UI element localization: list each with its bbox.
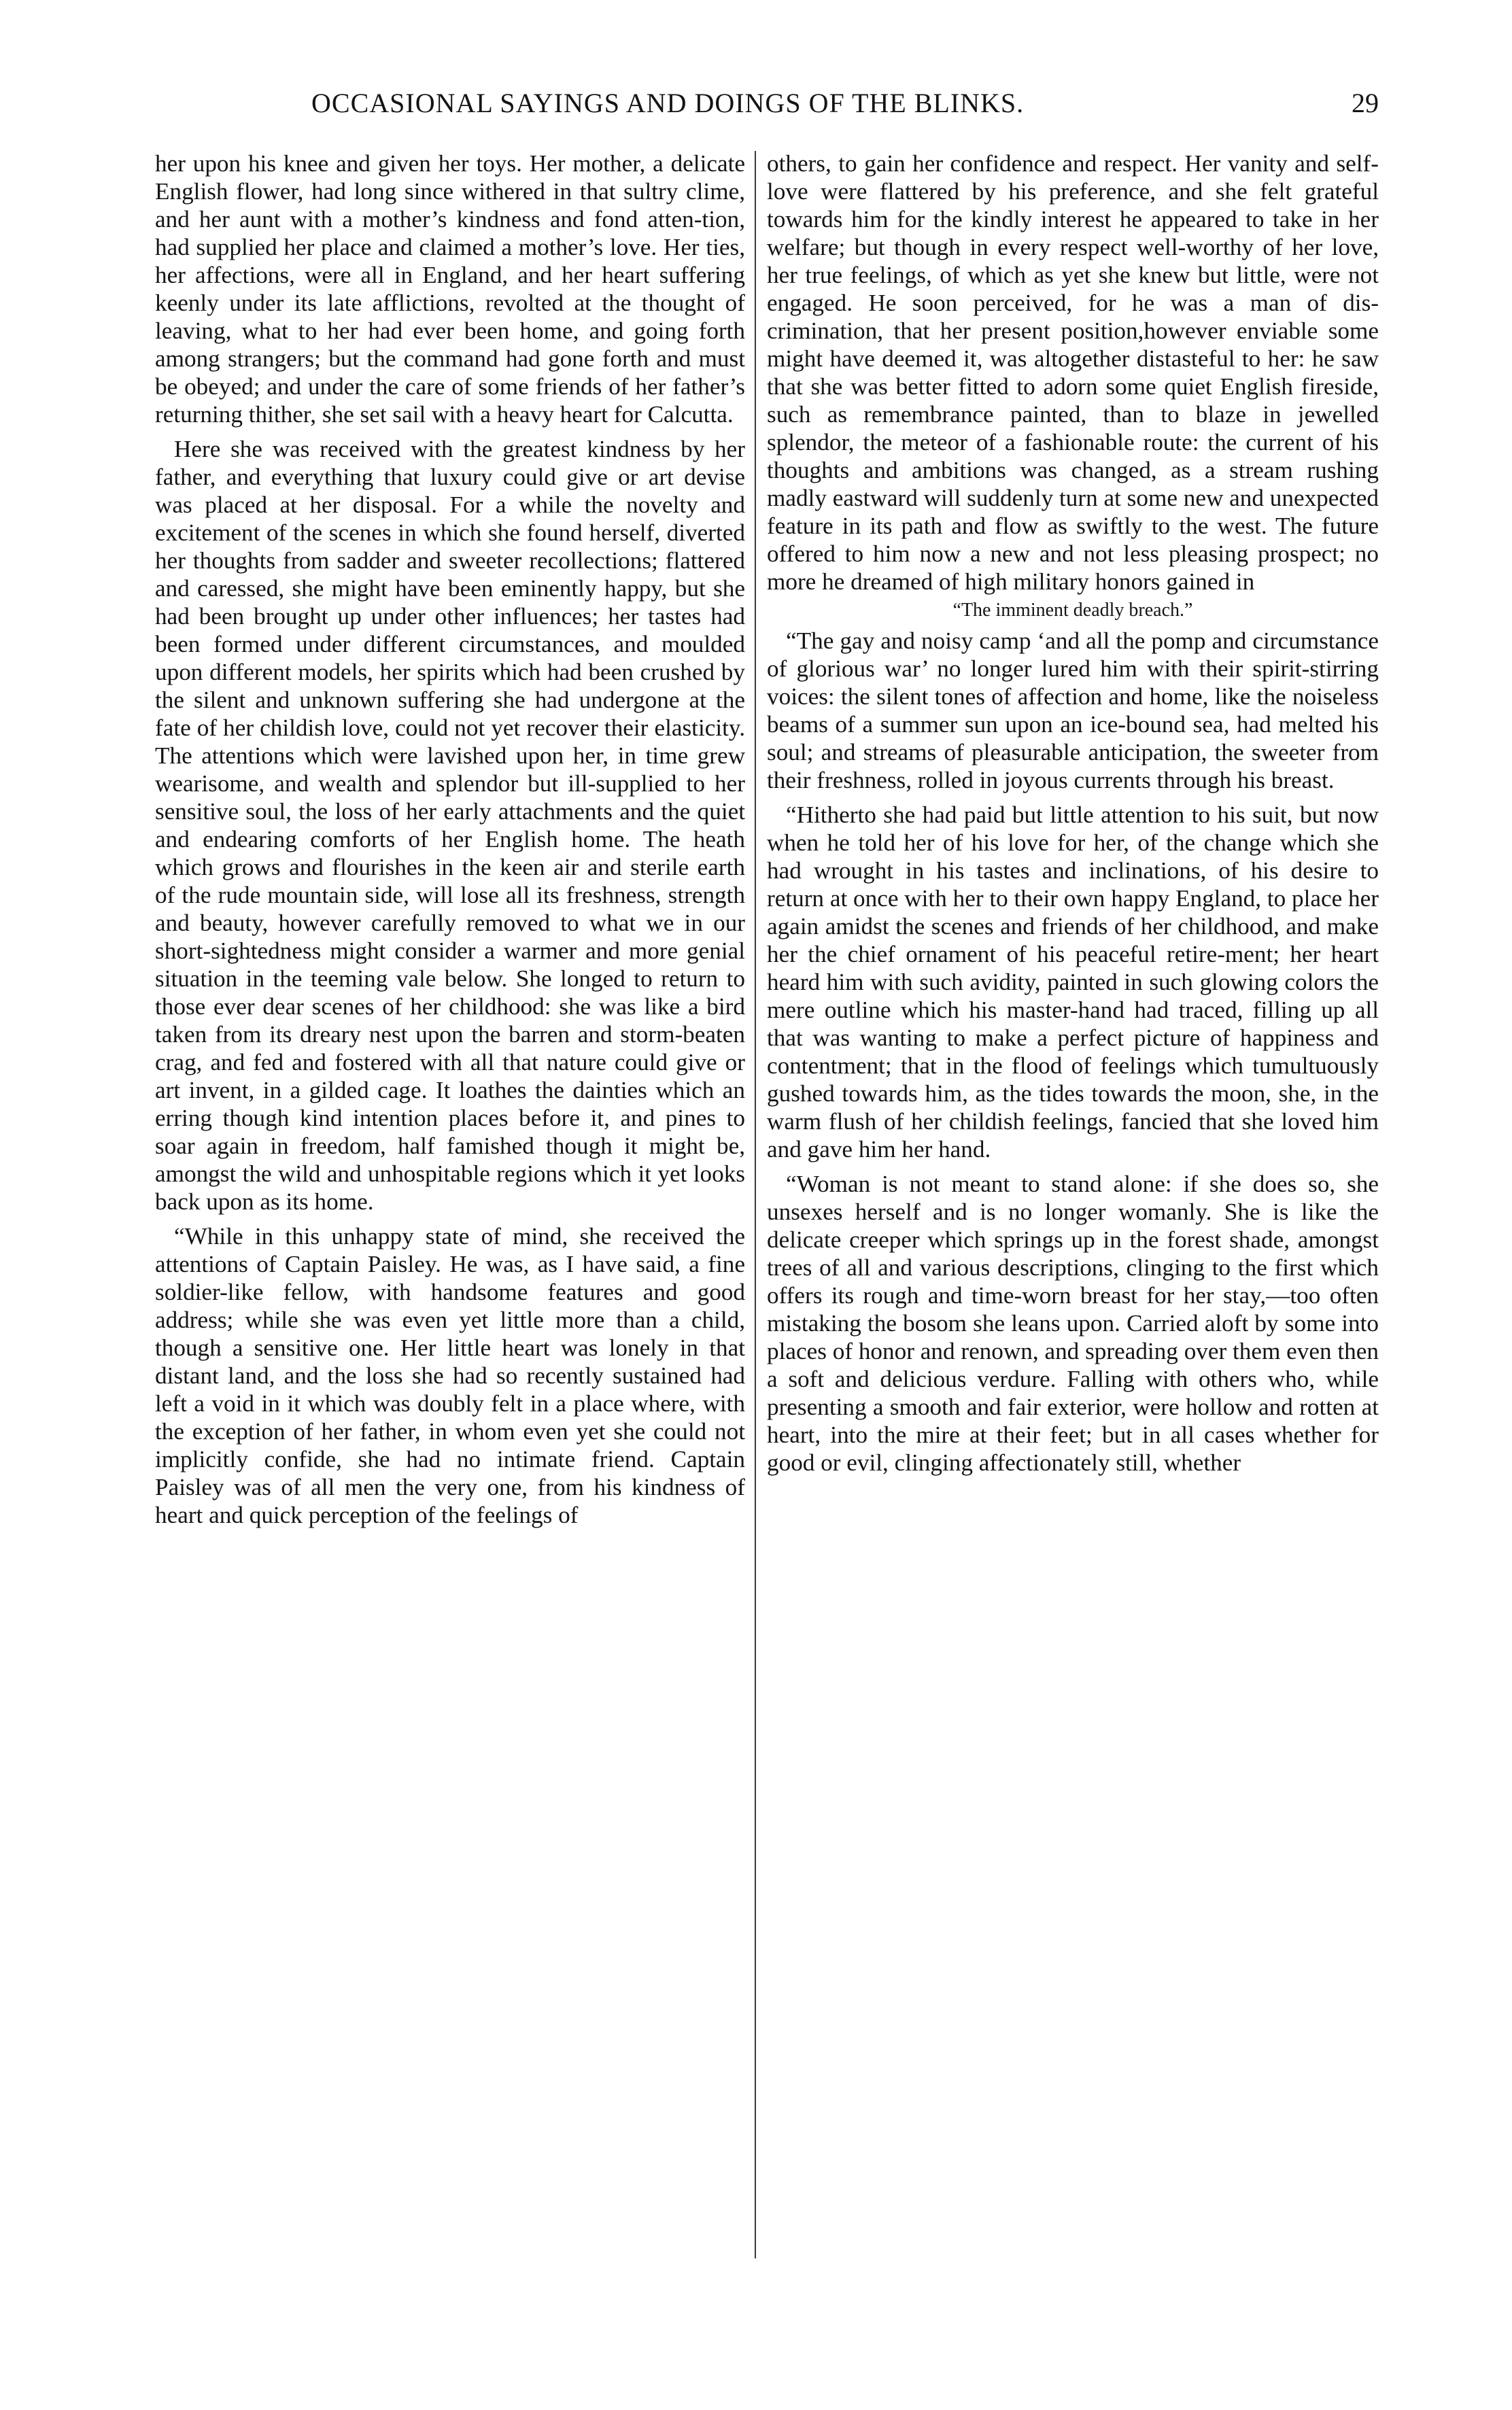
right-column <box>767 150 1379 1477</box>
block-quotation: “The imminent deadly breach.” <box>952 600 1193 621</box>
left-paragraph-3: “While in this unhappy state of mind, she received the attentions of Captain Paisley. He was, as I have said, a fine soldier-like fellow, with handsome features and good address; while she was even yet little more than a child, though a sensitive one. Her little heart was lonely in that distant land, and the loss she had so recently sustained had left a void in it which was doubly felt in a place where, with the exception of her father, in whom even yet she could not implicitly confide, she had no intimate friend. Captain Paisley was of all men the very one, from his kindness of heart and quick perception of the feelings of <box>155 1223 745 1528</box>
right-paragraph-3: “Hitherto she had paid but little attention to his suit, but now when he told her of his love for her, of the change which she had wrought in his tastes and inclinations, of his desire to return at once with her to their own happy England, to place her again amidst the scenes and friends of her childhood, and make her the chief ornament of his peaceful retire-ment; her heart heard him with such avidity, painted in such glowing colors the mere outline which his master-hand had traced, filling up all that was wanting to make a perfect picture of happiness and contentment; that in the flood of feelings which tumultuously gushed towards him, as the tides towards the moon, she, in the warm flush of her childish feelings, fancied that she loved him and gave him her hand. <box>767 802 1379 1163</box>
page-header <box>155 87 1379 128</box>
left-column <box>155 150 745 1529</box>
right-paragraph-4: “Woman is not meant to stand alone: if she does so, she unsexes herself and is no longer womanly. She is like the delicate creeper which springs up in the forest shade, amongst trees of all and various descriptions, clinging to the first which offers its rough and time-worn breast for her stay,—too often mistaking the bosom she leans upon. Carried aloft by some into places of honor and renown, and spreading over them even then a soft and delicious verdure. Falling with others who, while presenting a smooth and fair exterior, were hollow and rotten at heart, into the mire at their feet; but in all cases whether for good or evil, clinging affectionately still, whether <box>767 1171 1379 1476</box>
left-paragraph-2: Here she was received with the greatest kindness by her father, and everything that luxury could give or art devise was placed at her disposal. For a while the novelty and excitement of the scenes in which she found herself, diverted her thoughts from sadder and sweeter recollections; flattered and caressed, she might have been eminently happy, but she had been brought up under other influences; her tastes had been formed under different circumstances, and moulded upon different models, her spirits which had been crushed by the silent and unknown suffering she had undergone at the fate of her childish love, could not yet recover their elasticity. The attentions which were lavished upon her, in time grew wearisome, and wealth and splendor but ill-supplied to her sensitive soul, the loss of her early attachments and the quiet and endearing comforts of her English home. The heath which grows and flourishes in the keen air and sterile earth of the rude mountain side, will lose all its freshness, strength and beauty, however carefully removed to what we in our short-sightedness might consider a warmer and more genial situation in the teeming vale below. She longed to return to those ever dear scenes of her childhood: she was like a bird taken from its dreary nest upon the barren and storm-beaten crag, and fed and fostered with all that nature could give or art invent, in a gilded cage. It loathes the dainties which an erring though kind intention places before it, and pines to soar again in freedom, half famished though it might be, amongst the wild and unhospitable regions which it yet looks back upon as its home. <box>155 436 745 1215</box>
right-paragraph-1: others, to gain her confidence and respect. Her vanity and self-love were flattered by his preference, and she felt grateful towards him for the kindly interest he appeared to take in her welfare; but though in every respect well-worthy of her love, her true feelings, of which as yet she knew but little, were not engaged. He soon perceived, for he was a man of dis-crimination, that her present position,however enviable some might have deemed it, was altogether distasteful to her: he saw that she was better fitted to adorn some quiet English fireside, such as remembrance painted, than to blaze in jewelled splendor, the meteor of a fashionable route: the current of his thoughts and ambitions was changed, as a stream rushing madly eastward will suddenly turn at some new and unexpected feature in its path and flow as swiftly to the west. The future offered to him now a new and not less pleasing prospect; no more he dreamed of high military honors gained in <box>767 150 1379 595</box>
right-paragraph-2: “The gay and noisy camp ‘and all the pomp and circumstance of glorious war’ no longer lured him with their spirit-stirring voices: the silent tones of affection and home, like the noiseless beams of a summer sun upon an ice-bound sea, had melted his soul; and streams of pleasurable anticipation, the sweeter from their freshness, rolled in joyous currents through his breast. <box>767 627 1379 793</box>
running-title: OCCASIONAL SAYINGS AND DOINGS OF THE BLINKS. <box>311 88 1025 118</box>
page-number: 29 <box>1352 88 1379 118</box>
column-divider <box>755 151 756 2258</box>
left-paragraph-1: her upon his knee and given her toys. Her mother, a delicate English flower, had long since withered in that sultry clime, and her aunt with a mother’s kindness and fond atten-tion, had supplied her place and claimed a mother’s love. Her ties, her affections, were all in England, and her heart suffering keenly under its late afflictions, revolted at the thought of leaving, what to her had ever been home, and going forth among strangers; but the command had gone forth and must be obeyed; and under the care of some friends of her father’s returning thither, she set sail with a heavy heart for Calcutta. <box>155 150 745 428</box>
